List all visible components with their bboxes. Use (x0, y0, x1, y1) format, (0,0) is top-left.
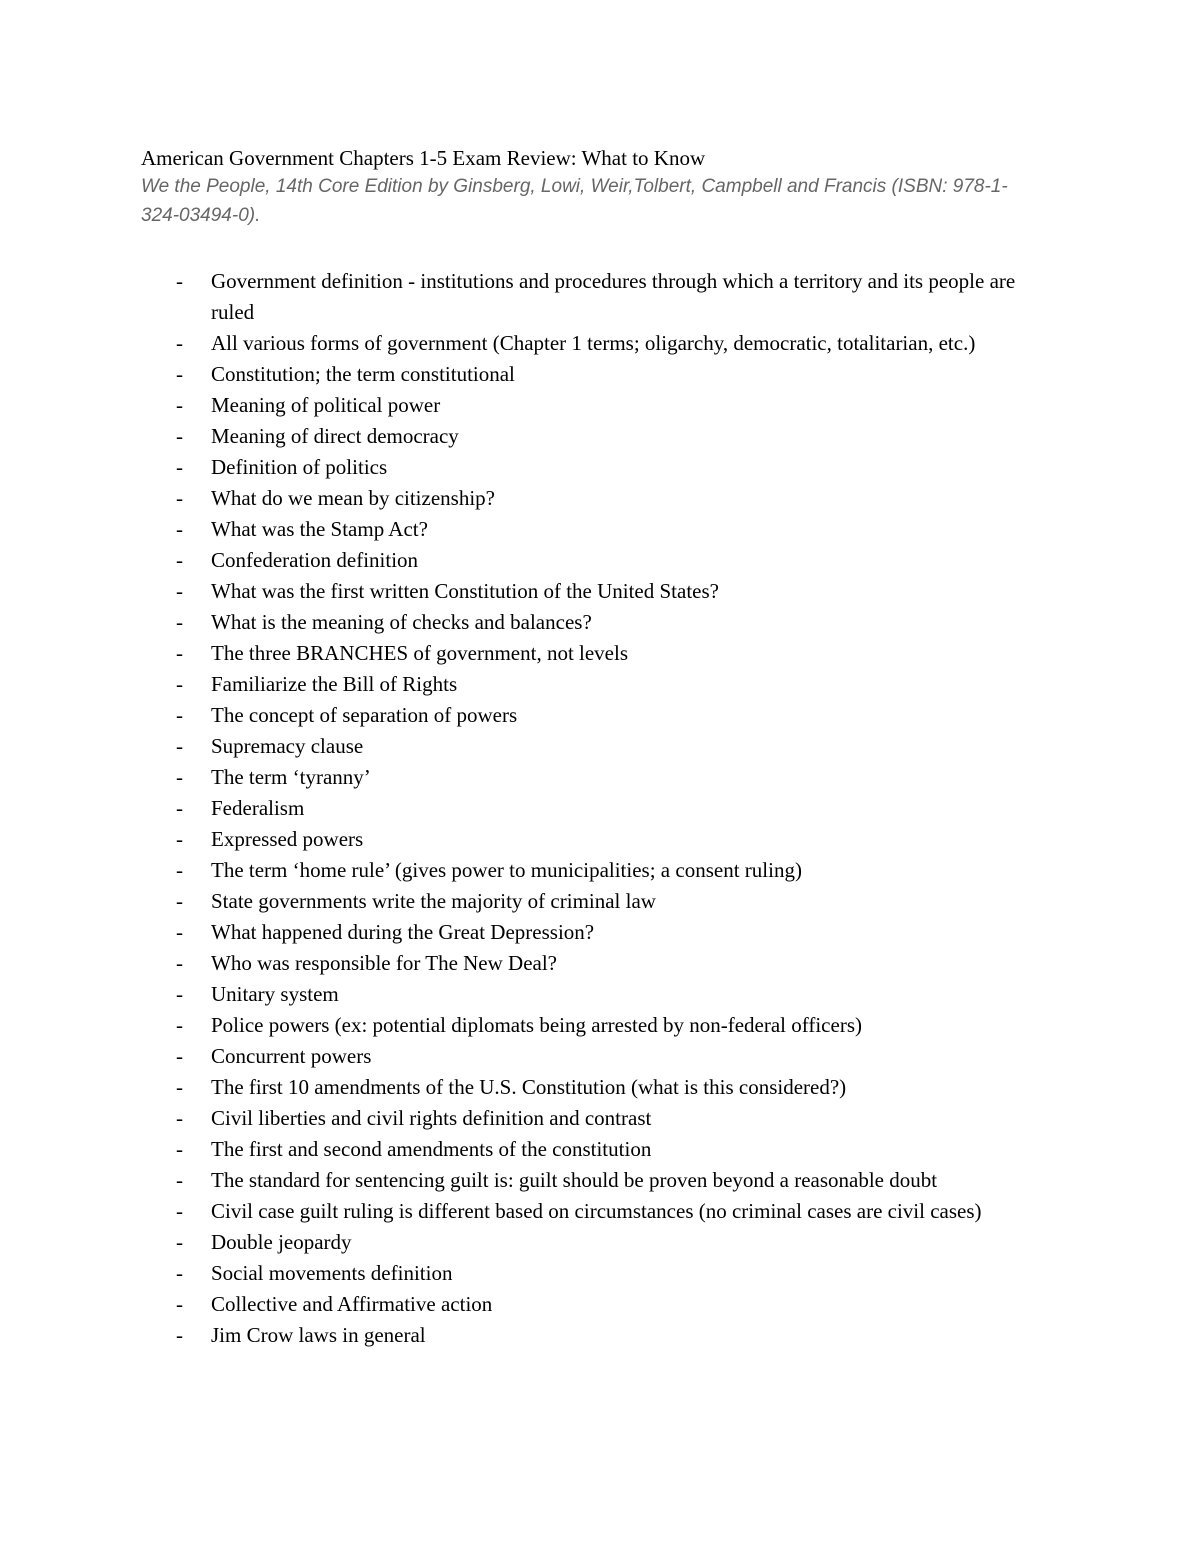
list-item-text: What do we mean by citizenship? (211, 486, 495, 510)
list-item-text: Meaning of direct democracy (211, 424, 459, 448)
list-item-text: What happened during the Great Depression? (211, 920, 595, 944)
bullet-dash: - (176, 610, 183, 634)
list-item-text: The term ‘home rule’ (gives power to municipalities; a consent ruling) (211, 858, 802, 882)
list-item-text: Constitution; the term constitutional (211, 362, 515, 386)
list-item (0, 793, 1200, 824)
list-item-text: Familiarize the Bill of Rights (211, 672, 458, 696)
list-item (0, 421, 1200, 452)
bullet-dash: - (176, 827, 183, 851)
list-item-text: Police powers (ex: potential diplomats being arrested by non-federal officers) (211, 1013, 862, 1037)
list-item-text: What was the Stamp Act? (211, 517, 428, 541)
list-item (0, 886, 1200, 917)
bullet-dash: - (176, 796, 183, 820)
list-item (0, 266, 1200, 328)
list-item-text: The three BRANCHES of government, not levels (211, 641, 629, 665)
list-item (0, 1196, 1200, 1227)
list-item (0, 576, 1200, 607)
bullet-dash: - (176, 1199, 183, 1223)
list-item-text: Civil liberties and civil rights definition and contrast (211, 1106, 652, 1130)
review-topic-list (0, 266, 1200, 1351)
list-item (0, 1134, 1200, 1165)
bullet-dash: - (176, 920, 183, 944)
list-item (0, 1320, 1200, 1351)
list-item (0, 359, 1200, 390)
bullet-dash: - (176, 1044, 183, 1068)
list-item-text: Meaning of political power (211, 393, 441, 417)
list-item (0, 824, 1200, 855)
list-item (0, 1165, 1200, 1196)
bullet-dash: - (176, 424, 183, 448)
bullet-dash: - (176, 517, 183, 541)
list-item (0, 1227, 1200, 1258)
bullet-dash: - (176, 889, 183, 913)
list-item (0, 1258, 1200, 1289)
list-item-text: Social movements definition (211, 1261, 453, 1285)
list-item (0, 700, 1200, 731)
list-item-text: Supremacy clause (211, 734, 364, 758)
bullet-dash: - (176, 331, 183, 355)
bullet-dash: - (176, 486, 183, 510)
bullet-dash: - (176, 1323, 183, 1347)
bullet-dash: - (176, 951, 183, 975)
bullet-dash: - (176, 1013, 183, 1037)
bullet-dash: - (176, 362, 183, 386)
list-item (0, 1072, 1200, 1103)
bullet-dash: - (176, 641, 183, 665)
list-item-text: Unitary system (211, 982, 339, 1006)
bullet-dash: - (176, 982, 183, 1006)
bullet-dash: - (176, 579, 183, 603)
list-item (0, 1010, 1200, 1041)
list-item-text: Double jeopardy (211, 1230, 352, 1254)
bullet-dash: - (176, 1137, 183, 1161)
bullet-dash: - (176, 269, 183, 293)
bullet-dash: - (176, 455, 183, 479)
list-item-text: What is the meaning of checks and balances? (211, 610, 592, 634)
bullet-dash: - (176, 1075, 183, 1099)
list-item-text: The first and second amendments of the constitution (211, 1137, 652, 1161)
list-item-text: The concept of separation of powers (211, 703, 518, 727)
list-item (0, 390, 1200, 421)
list-item (0, 1041, 1200, 1072)
list-item (0, 948, 1200, 979)
bullet-dash: - (176, 858, 183, 882)
list-item-text: State governments write the majority of criminal law (211, 889, 656, 913)
bullet-dash: - (176, 1230, 183, 1254)
list-item-text: Jim Crow laws in general (211, 1323, 426, 1347)
list-item (0, 917, 1200, 948)
list-item-text: What was the first written Constitution of the United States? (211, 579, 719, 603)
bullet-dash: - (176, 672, 183, 696)
list-item-text: The first 10 amendments of the U.S. Constitution (what is this considered?) (211, 1075, 847, 1099)
list-item-text: Confederation definition (211, 548, 419, 572)
bullet-dash: - (176, 734, 183, 758)
bullet-dash: - (176, 703, 183, 727)
document-title: American Government Chapters 1-5 Exam Review: What to Know (141, 146, 706, 170)
bullet-dash: - (176, 393, 183, 417)
bullet-dash: - (176, 1261, 183, 1285)
list-item (0, 979, 1200, 1010)
bullet-dash: - (176, 1106, 183, 1130)
list-item (0, 638, 1200, 669)
document-subtitle: We the People, 14th Core Edition by Ginsberg, Lowi, Weir,Tolbert, Campbell and Francis (ISBN: 978-1-324-03494-0). (141, 176, 1008, 226)
bullet-dash: - (176, 1292, 183, 1316)
list-item-text: Federalism (211, 796, 305, 820)
list-item (0, 731, 1200, 762)
list-item (0, 483, 1200, 514)
list-item (0, 607, 1200, 638)
bullet-dash: - (176, 765, 183, 789)
list-item (0, 855, 1200, 886)
list-item (0, 669, 1200, 700)
list-item-text: Definition of politics (211, 455, 388, 479)
list-item (0, 452, 1200, 483)
list-item-text: Civil case guilt ruling is different based on circumstances (no criminal cases are civil cases) (211, 1199, 982, 1223)
list-item (0, 514, 1200, 545)
list-item-text: Government definition - institutions and procedures through which a territory and its people are ruled (211, 269, 1016, 324)
list-item-text: The term ‘tyranny’ (211, 765, 371, 789)
list-item-text: The standard for sentencing guilt is: guilt should be proven beyond a reasonable doubt (211, 1168, 938, 1192)
list-item (0, 328, 1200, 359)
list-item-text: Concurrent powers (211, 1044, 372, 1068)
list-item (0, 1289, 1200, 1320)
list-item (0, 545, 1200, 576)
list-item (0, 762, 1200, 793)
list-item-text: All various forms of government (Chapter 1 terms; oligarchy, democratic, totalitarian, etc.) (211, 331, 976, 355)
list-item-text: Collective and Affirmative action (211, 1292, 493, 1316)
bullet-dash: - (176, 1168, 183, 1192)
list-item (0, 1103, 1200, 1134)
list-item-text: Expressed powers (211, 827, 364, 851)
list-item-text: Who was responsible for The New Deal? (211, 951, 557, 975)
bullet-dash: - (176, 548, 183, 572)
